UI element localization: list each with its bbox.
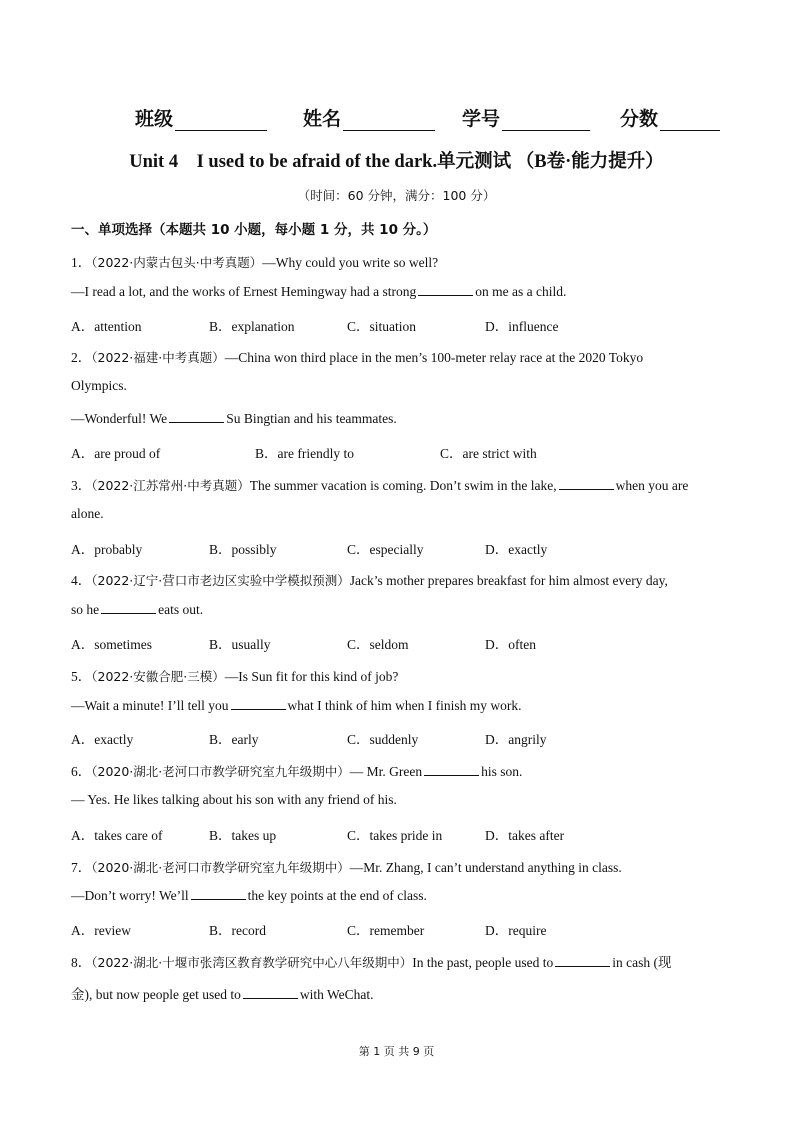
student-info-row: [0, 104, 793, 130]
answer-blank[interactable]: [555, 954, 610, 967]
student-id-field: [462, 104, 590, 131]
question-5-line-1: [71, 665, 398, 685]
option-d[interactable]: D．often: [485, 637, 536, 652]
question-text: his son.: [481, 764, 523, 779]
question-5-line-2: [71, 697, 521, 714]
option-b[interactable]: B．possibly: [209, 542, 277, 557]
question-text: In the past, people used to: [412, 955, 554, 970]
option-b[interactable]: B．early: [209, 732, 259, 747]
answer-blank[interactable]: [559, 477, 614, 490]
question-4-line-2: [71, 601, 203, 618]
question-4-line-1: [71, 569, 668, 589]
option-c[interactable]: C．are strict with: [440, 446, 537, 461]
question-text: Su Bingtian and his teammates.: [226, 411, 397, 426]
class-field: [135, 104, 267, 131]
answer-blank[interactable]: [191, 887, 246, 900]
option-d[interactable]: D．influence: [485, 319, 559, 334]
question-text: The summer vacation is coming. Don’t swim in the lake,: [249, 478, 557, 493]
option-d[interactable]: D．exactly: [485, 542, 548, 557]
option-c[interactable]: C．situation: [347, 319, 417, 334]
question-source: （2022·福建·中考真题）: [91, 350, 225, 365]
question-2-line-1: [71, 346, 643, 366]
question-text: so he: [71, 602, 100, 617]
option-a[interactable]: A．review: [71, 923, 131, 938]
question-text: — Mr. Green: [349, 764, 423, 779]
option-c[interactable]: C．remember: [347, 923, 425, 938]
option-a[interactable]: A．probably: [71, 542, 143, 557]
option-b[interactable]: B．record: [209, 923, 266, 938]
option-b[interactable]: B．usually: [209, 637, 271, 652]
question-text: —China won third place in the men’s 100-meter relay race at the 2020 Tokyo: [224, 350, 644, 365]
question-number: 4．: [71, 573, 92, 588]
answer-blank[interactable]: [101, 601, 156, 614]
answer-blank[interactable]: [418, 283, 473, 296]
name-blank[interactable]: [343, 110, 435, 131]
option-c[interactable]: C．especially: [347, 542, 424, 557]
answer-blank[interactable]: [424, 763, 479, 776]
option-a[interactable]: A．sometimes: [71, 637, 152, 652]
question-source: （2020·湖北·老河口市教学研究室九年级期中）: [91, 860, 350, 875]
option-d[interactable]: D．angrily: [485, 732, 547, 747]
option-b[interactable]: B．takes up: [209, 828, 277, 843]
question-8-line-2: [71, 983, 374, 1003]
class-label: 班级: [135, 108, 174, 130]
question-source: （2022·江苏常州·中考真题）: [91, 478, 250, 493]
question-text: —Wait a minute! I’ll tell you: [71, 698, 229, 713]
question-text: when you are: [615, 478, 689, 493]
question-8-line-1: [71, 951, 671, 971]
question-1-line-1: [71, 251, 438, 271]
score-label: 分数: [620, 108, 659, 130]
question-source: （2022·湖北·十堰市张湾区教育教学研究中心八年级期中）: [91, 955, 413, 970]
question-text: —Is Sun fit for this kind of job?: [224, 669, 399, 684]
question-text: the key points at the end of class.: [247, 888, 427, 903]
question-text: —I read a lot, and the works of Ernest Hemingway had a strong: [71, 284, 417, 299]
question-number: 2．: [71, 350, 92, 365]
page-title: Unit 4 I used to be afraid of the dark.单元测试 （B卷·能力提升）: [129, 152, 664, 172]
option-c[interactable]: C．suddenly: [347, 732, 419, 747]
question-2-line-2: [71, 410, 397, 427]
option-a[interactable]: A．attention: [71, 319, 142, 334]
question-number: 6．: [71, 764, 92, 779]
question-7-line-1: [71, 856, 622, 876]
question-text: eats out.: [158, 602, 204, 617]
section-heading: 一、单项选择（本题共 10 小题，每小题 1 分，共 10 分。）: [71, 222, 437, 238]
option-a[interactable]: A．exactly: [71, 732, 134, 747]
question-source: （2022·安徽合肥·三模）: [91, 669, 225, 684]
question-source: （2020·湖北·老河口市教学研究室九年级期中）: [91, 764, 350, 779]
question-6-line-1: [71, 760, 522, 780]
exam-time-info: （时间：60 分钟，满分：100 分）: [297, 188, 496, 203]
question-number: 1．: [71, 255, 92, 270]
option-a[interactable]: A．are proud of: [71, 446, 161, 461]
question-number: 5．: [71, 669, 92, 684]
option-b[interactable]: B．explanation: [209, 319, 295, 334]
question-number: 3．: [71, 478, 92, 493]
name-label: 姓名: [303, 108, 342, 130]
question-text: —Mr. Zhang, I can’t understand anything in class.: [349, 860, 622, 875]
option-a[interactable]: A．takes care of: [71, 828, 163, 843]
question-text: Jack’s mother prepares breakfast for him almost every day,: [349, 573, 668, 588]
option-d[interactable]: D．require: [485, 923, 547, 938]
question-2-line-1b: Olympics.: [71, 378, 127, 393]
question-text: with WeChat.: [299, 987, 374, 1002]
answer-blank[interactable]: [169, 410, 224, 423]
page-footer: 第 1 页 共 9 页: [358, 1045, 435, 1058]
question-text: —Wonderful! We: [71, 411, 168, 426]
question-text: —Don’t worry! We’ll: [71, 888, 189, 903]
score-blank[interactable]: [660, 110, 720, 131]
question-number: 8．: [71, 955, 92, 970]
option-b[interactable]: B．are friendly to: [255, 446, 354, 461]
class-blank[interactable]: [175, 110, 267, 131]
student-id-blank[interactable]: [502, 110, 590, 131]
answer-blank[interactable]: [231, 697, 286, 710]
question-number: 7．: [71, 860, 92, 875]
question-6-line-2: — Yes. He likes talking about his son with any friend of his.: [71, 792, 397, 807]
question-source: （2022·辽宁·营口市老边区实验中学模拟预测）: [91, 573, 350, 588]
question-3-line-2: alone.: [71, 506, 104, 521]
question-text: 金), but now people get used to: [71, 987, 241, 1002]
option-d[interactable]: D．takes after: [485, 828, 565, 843]
question-source: （2022·内蒙古包头·中考真题）: [91, 255, 263, 270]
option-c[interactable]: C．takes pride in: [347, 828, 443, 843]
question-1-line-2: [71, 283, 566, 300]
option-c[interactable]: C．seldom: [347, 637, 409, 652]
question-7-line-2: [71, 887, 427, 904]
question-text: on me as a child.: [475, 284, 567, 299]
name-field: [303, 104, 435, 131]
score-field: [620, 104, 720, 131]
question-3-line-1: [71, 474, 688, 494]
answer-blank[interactable]: [243, 986, 298, 999]
student-id-label: 学号: [462, 108, 501, 130]
question-text: in cash (现: [612, 955, 672, 970]
question-text: what I think of him when I finish my work.: [287, 698, 522, 713]
question-text: —Why could you write so well?: [262, 255, 439, 270]
